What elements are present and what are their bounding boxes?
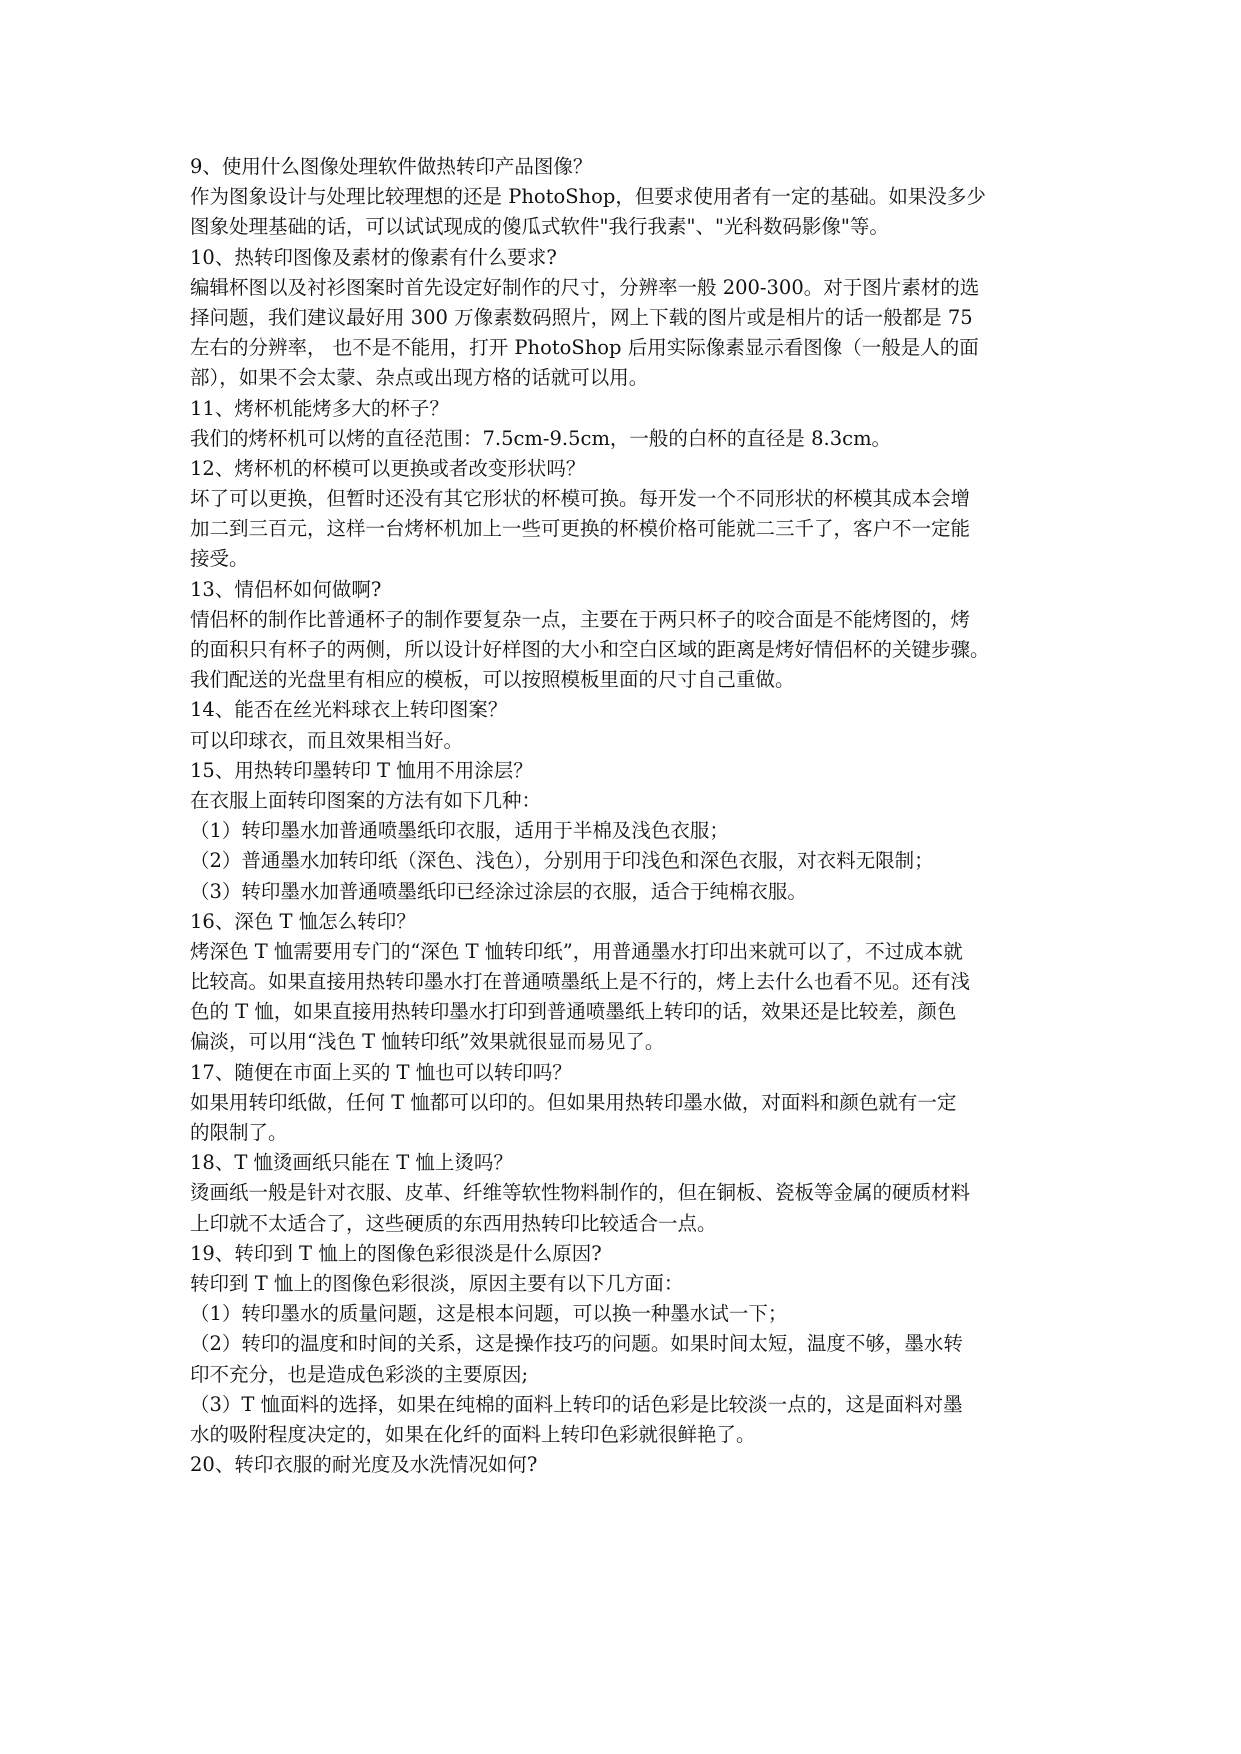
question-13-title: 13、情侣杯如何做啊? <box>190 577 382 601</box>
answer-10-line-2: 择问题，我们建议最好用 300 万像素数码照片，网上下载的图片或是相片的话一般都是 75 <box>190 305 973 329</box>
answer-11-line-1: 我们的烤杯机可以烤的直径范围：7.5cm-9.5cm，一般的白杯的直径是 8.3cm。 <box>190 426 892 450</box>
answer-15-item-2: （2）普通墨水加转印纸（深色、浅色），分别用于印浅色和深色衣服，对衣料无限制； <box>190 849 934 873</box>
question-18-title: 18、T 恤烫画纸只能在 T 恤上烫吗？ <box>190 1151 513 1175</box>
question-9-title: 9、使用什么图像处理软件做热转印产品图像？ <box>190 155 593 178</box>
question-20-title: 20、转印衣服的耐光度及水洗情况如何? <box>190 1453 538 1477</box>
answer-19-item-3-line-1: （3）T 恤面料的选择，如果在纯棉的面料上转印的话色彩是比较淡一点的，这是面料对墨 <box>190 1392 963 1416</box>
question-15-title: 15、用热转印墨转印 T 恤用不用涂层？ <box>190 758 533 782</box>
answer-17-line-2: 的限制了。 <box>190 1121 288 1144</box>
answer-18-line-2: 上印就不太适合了，这些硬质的东西用热转印比较适合一点。 <box>190 1211 717 1235</box>
answer-14-line-1: 可以印球衣，而且效果相当好。 <box>190 728 464 752</box>
question-19-title: 19、转印到 T 恤上的图像色彩很淡是什么原因? <box>190 1241 602 1265</box>
answer-16-line-2: 比较高。如果直接用热转印墨水打在普通喷墨纸上是不行的，烤上去什么也看不见。还有浅 <box>190 970 971 994</box>
answer-12-line-2: 加二到三百元，这样一台烤杯机加上一些可更换的杯模价格可能就二三千了，客户不一定能 <box>190 517 971 541</box>
answer-19-item-2-line-1: （2）转印的温度和时间的关系，这是操作技巧的问题。如果时间太短，温度不够，墨水转 <box>190 1332 963 1356</box>
answer-16-line-1: 烤深色 T 恤需要用专门的“深色 T 恤转印纸”，用普通墨水打印出来就可以了，不过成本就 <box>190 939 963 963</box>
answer-19-item-1: （1）转印墨水的质量问题，这是根本问题，可以换一种墨水试一下； <box>190 1302 788 1326</box>
question-16-title: 16、深色 T 恤怎么转印？ <box>190 909 416 933</box>
answer-16-line-3: 色的 T 恤，如果直接用热转印墨水打印到普通喷墨纸上转印的话，效果还是比较差，颜色 <box>190 1000 957 1024</box>
question-14-title: 14、能否在丝光料球衣上转印图案？ <box>190 698 508 722</box>
answer-15-item-1: （1）转印墨水加普通喷墨纸印衣服，适用于半棉及浅色衣服； <box>190 819 729 843</box>
answer-18-line-1: 烫画纸一般是针对衣服、皮革、纤维等软性物料制作的，但在铜板、瓷板等金属的硬质材料 <box>190 1181 971 1205</box>
answer-10-line-3: 左右的分辨率， 也不是不能用，打开 PhotoShop 后用实际像素显示看图像（一般是人的面 <box>190 336 979 360</box>
answer-13-line-3: 我们配送的光盘里有相应的模板，可以按照模板里面的尺寸自己重做。 <box>190 668 795 692</box>
question-11-title: 11、烤杯机能烤多大的杯子？ <box>190 396 449 420</box>
answer-19-line-1: 转印到 T 恤上的图像色彩很淡，原因主要有以下几方面： <box>190 1271 684 1295</box>
answer-10-line-4: 部），如果不会太蒙、杂点或出现方格的话就可以用。 <box>190 366 649 390</box>
answer-13-line-2: 的面积只有杯子的两侧，所以设计好样图的大小和空白区域的距离是烤好情侣杯的关键步骤。 <box>190 638 990 661</box>
answer-19-item-3-line-2: 水的吸附程度决定的，如果在化纤的面料上转印色彩就很鲜艳了。 <box>190 1422 756 1446</box>
answer-9-line-2: 图象处理基础的话，可以试试现成的傻瓜式软件"我行我素"、"光科数码影像"等。 <box>190 215 889 239</box>
answer-19-item-2-line-2: 印不充分，也是造成色彩淡的主要原因; <box>190 1362 529 1386</box>
answer-10-line-1: 编辑杯图以及衬衫图案时首先设定好制作的尺寸，分辨率一般 200-300。对于图片素材的选 <box>190 275 980 299</box>
question-10-title: 10、热转印图像及素材的像素有什么要求? <box>190 245 557 269</box>
document-page <box>190 152 1070 1480</box>
answer-13-line-1: 情侣杯的制作比普通杯子的制作要复杂一点，主要在于两只杯子的咬合面是不能烤图的，烤 <box>190 607 971 631</box>
question-12-title: 12、烤杯机的杯模可以更换或者改变形状吗？ <box>190 456 586 480</box>
answer-12-line-1: 坏了可以更换，但暂时还没有其它形状的杯模可换。每开发一个不同形状的杯模其成本会增 <box>190 487 971 511</box>
answer-16-line-4: 偏淡，可以用“浅色 T 恤转印纸”效果就很显而易见了。 <box>190 1030 665 1054</box>
question-17-title: 17、随便在市面上买的 T 恤也可以转印吗？ <box>190 1060 572 1084</box>
answer-9-line-1: 作为图象设计与处理比较理想的还是 PhotoShop，但要求使用者有一定的基础。如果没多少 <box>190 185 986 209</box>
answer-17-line-1: 如果用转印纸做，任何 T 恤都可以印的。但如果用热转印墨水做，对面料和颜色就有一定 <box>190 1090 957 1114</box>
answer-15-item-3: （3）转印墨水加普通喷墨纸印已经涂过涂层的衣服，适合于纯棉衣服。 <box>190 879 807 903</box>
answer-15-line-1: 在衣服上面转印图案的方法有如下几种： <box>190 788 542 812</box>
answer-12-line-3: 接受。 <box>190 547 249 571</box>
